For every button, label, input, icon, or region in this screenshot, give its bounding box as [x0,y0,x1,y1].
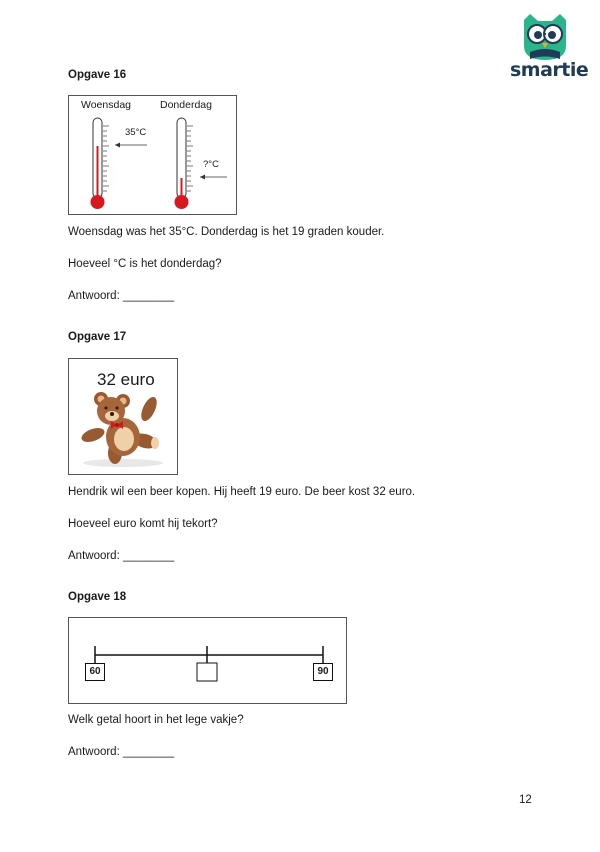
brand-name: smartie [510,59,589,81]
q17-text: Hendrik wil een beer kopen. Hij heeft 19 euro. De beer kost 32 euro. [68,486,416,498]
teddy-bear-image [77,391,169,469]
day1-label: Woensdag [81,99,132,111]
q16-heading: Opgave 16 [68,69,127,81]
number-line [69,618,346,703]
q17-answer: Antwoord: ________ [68,550,175,562]
q18-heading: Opgave 18 [68,591,127,603]
q17-heading: Opgave 17 [68,331,127,343]
owl-icon [508,12,582,64]
number-line-left-value: 60 [85,663,105,681]
temp1-label: 35°C [125,127,147,138]
smartie-logo [508,12,589,82]
bear-figure [68,358,178,475]
q16-question: Hoeveel °C is het donderdag? [68,258,222,270]
q16-answer: Antwoord: ________ [68,290,175,302]
q16-text: Woensdag was het 35°C. Donderdag is het 19 graden kouder. [68,226,385,238]
number-line-right-value: 90 [313,663,333,681]
temp2-label: ?°C [203,159,219,170]
day2-label: Donderdag [160,99,212,111]
q17-question: Hoeveel euro komt hij tekort? [68,518,218,530]
thermometer-figure [68,95,237,215]
thermometers-graphic [69,96,236,214]
thermometer-donderdag [175,118,228,209]
number-line-figure [68,617,347,704]
q18-question: Welk getal hoort in het lege vakje? [68,714,244,726]
bear-price-label: 32 euro [97,370,155,389]
number-line-empty-box[interactable] [197,663,217,681]
q18-answer: Antwoord: ________ [68,746,175,758]
page-number: 12 [519,794,532,806]
